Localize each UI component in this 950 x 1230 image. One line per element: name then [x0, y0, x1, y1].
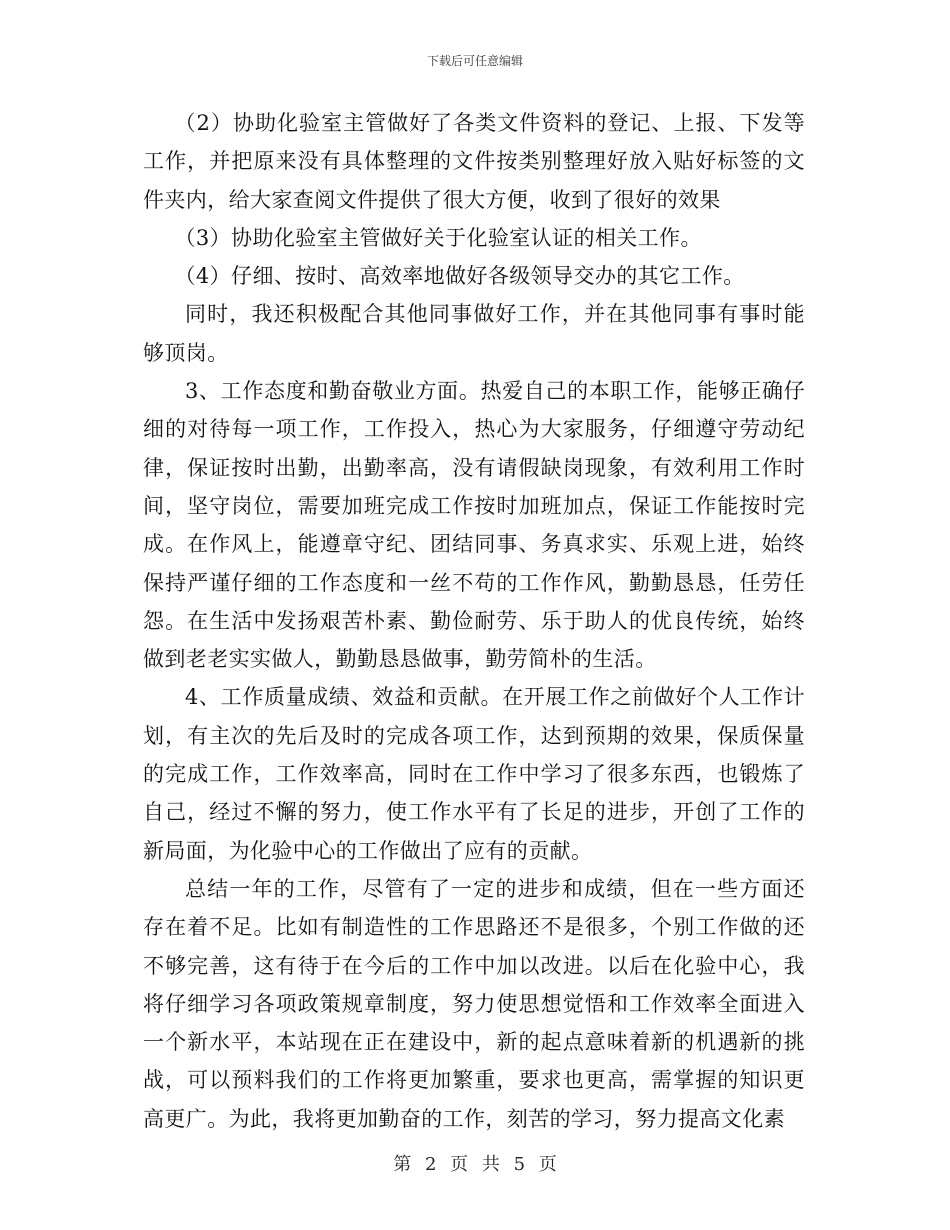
total-suffix: 页 — [538, 1154, 557, 1175]
paragraph-work-quality: 4、工作质量成绩、效益和贡献。在开展工作之前做好个人工作计划，有主次的先后及时的完成各项工作，达到预期的效果，保质保量的完成工作，工作效率高，同时在工作中学习了很多东西，也锻炼了自己，经过不懈的努力，使工作水平有了长足的进步，开创了工作的新局面，为化验中心的工作做出了应有的贡献。 — [143, 685, 805, 863]
paragraph-work-attitude: 3、工作态度和勤奋敬业方面。热爱自己的本职工作，能够正确仔细的对待每一项工作，工作投入，热心为大家服务，仔细遵守劳动纪律，保证按时出勤，出勤率高，没有请假缺岗现象，有效利用工作时间，坚守岗位，需要加班完成工作按时加班加点，保证工作能按时完成。在作风上，能遵章守纪、团结同事、务真求实、乐观上进，始终保持严谨仔细的工作态度和一丝不苟的工作作风，勤勤恳恳，任劳任怨。在生活中发扬艰苦朴素、勤俭耐劳、乐于助人的优良传统，始终做到老老实实做人，勤勤恳恳做事，勤劳简朴的生活。 — [143, 379, 805, 672]
paragraph-item-2: （2）协助化验室主管做好了各类文件资料的登记、上报、下发等工作，并把原来没有具体整理的文件按类别整理好放入贴好标签的文件夹内，给大家查阅文件提供了很大方便，收到了很好的效果 — [143, 111, 805, 212]
page-header: 下载后可任意编辑 — [426, 54, 523, 68]
paragraph-summary: 总结一年的工作，尽管有了一定的进步和成绩，但在一些方面还存在着不足。比如有制造性的工作思路还不是很多，个别工作做的还不够完善，这有待于在今后的工作中加以改进。以后在化验中心，我将仔细学习各项政策规章制度，努力使思想觉悟和工作效率全面进入一个新水平，本站现在正在建设中，新的起点意味着新的机遇新的挑战，可以预料我们的工作将更加繁重，要求也更高，需掌握的知识更高更广。为此，我将更加勤奋的工作，刻苦的学习，努力提高文化素 — [143, 876, 805, 1131]
current-page-number: 2 — [424, 1154, 437, 1175]
paragraph-item-4: （4）仔细、按时、高效率地做好各级领导交办的其它工作。 — [174, 264, 745, 289]
page-prefix: 第 — [393, 1154, 412, 1175]
page-footer — [0, 1150, 950, 1176]
page-word: 页 — [450, 1154, 469, 1175]
paragraph-item-3: （3）协助化验室主管做好关于化验室认证的相关工作。 — [174, 225, 702, 250]
total-page-number: 5 — [513, 1154, 526, 1175]
total-prefix: 共 — [481, 1154, 500, 1175]
paragraph-cooperation: 同时，我还积极配合其他同事做好工作，并在其他同事有事时能够顶岗。 — [143, 302, 805, 365]
document-body — [143, 104, 805, 1138]
